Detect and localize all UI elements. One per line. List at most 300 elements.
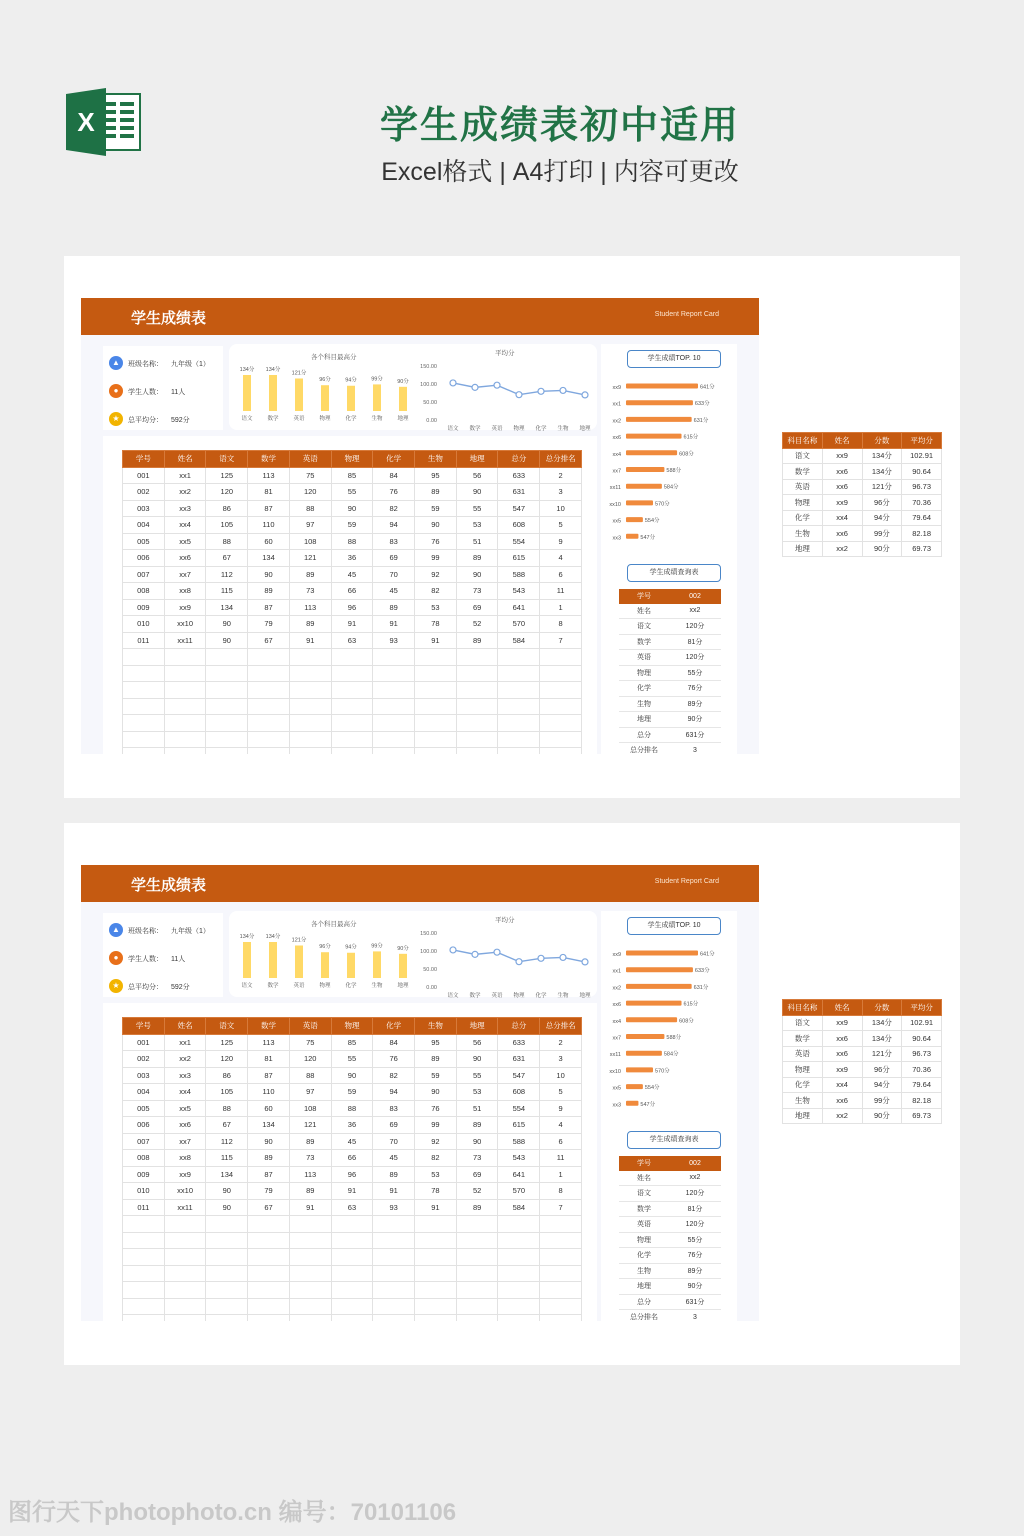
- subject-cell[interactable]: 地理: [783, 541, 823, 557]
- empty-cell[interactable]: [415, 1315, 457, 1322]
- empty-cell[interactable]: [289, 682, 331, 699]
- grades-cell[interactable]: 78: [415, 616, 457, 633]
- empty-cell[interactable]: [123, 715, 165, 732]
- empty-cell[interactable]: [164, 1265, 206, 1282]
- empty-cell[interactable]: [331, 698, 373, 715]
- grades-cell[interactable]: 63: [331, 632, 373, 649]
- grades-cell[interactable]: 89: [456, 1199, 498, 1216]
- grades-cell[interactable]: xx5: [164, 1100, 206, 1117]
- empty-cell[interactable]: [164, 1216, 206, 1233]
- empty-cell[interactable]: [331, 748, 373, 755]
- empty-cell[interactable]: [289, 665, 331, 682]
- empty-cell[interactable]: [373, 731, 415, 748]
- grades-cell[interactable]: xx11: [164, 1199, 206, 1216]
- empty-cell[interactable]: [123, 698, 165, 715]
- grades-cell[interactable]: xx1: [164, 1034, 206, 1051]
- grades-cell[interactable]: 78: [415, 1183, 457, 1200]
- empty-cell[interactable]: [373, 698, 415, 715]
- grades-cell[interactable]: 008: [123, 583, 165, 600]
- subject-cell[interactable]: 121分: [862, 479, 902, 495]
- grades-cell[interactable]: 90: [456, 1133, 498, 1150]
- grades-cell[interactable]: 79: [248, 616, 290, 633]
- subject-cell[interactable]: 94分: [862, 1077, 902, 1093]
- subject-cell[interactable]: 生物: [783, 1093, 823, 1109]
- grades-cell[interactable]: 608: [498, 1084, 540, 1101]
- empty-cell[interactable]: [164, 748, 206, 755]
- grades-cell[interactable]: xx7: [164, 1133, 206, 1150]
- empty-cell[interactable]: [289, 731, 331, 748]
- grades-cell[interactable]: xx4: [164, 517, 206, 534]
- grades-cell[interactable]: 2: [540, 1034, 582, 1051]
- empty-cell[interactable]: [540, 731, 582, 748]
- grades-cell[interactable]: 631: [498, 484, 540, 501]
- empty-cell[interactable]: [456, 1216, 498, 1233]
- subject-cell[interactable]: xx4: [822, 510, 862, 526]
- empty-cell[interactable]: [540, 715, 582, 732]
- empty-cell[interactable]: [456, 715, 498, 732]
- grades-cell[interactable]: xx7: [164, 566, 206, 583]
- grades-cell[interactable]: 641: [498, 1166, 540, 1183]
- grades-cell[interactable]: 55: [456, 1067, 498, 1084]
- grades-cell[interactable]: 95: [415, 467, 457, 484]
- empty-cell[interactable]: [373, 715, 415, 732]
- grades-cell[interactable]: 90: [206, 1199, 248, 1216]
- grades-header-cell[interactable]: 语文: [206, 1018, 248, 1035]
- grades-cell[interactable]: xx5: [164, 533, 206, 550]
- subject-cell[interactable]: xx4: [822, 1077, 862, 1093]
- grades-header-cell[interactable]: 数学: [248, 451, 290, 468]
- grades-cell[interactable]: 67: [206, 550, 248, 567]
- grades-cell[interactable]: 90: [415, 1084, 457, 1101]
- grades-cell[interactable]: 641: [498, 599, 540, 616]
- grades-cell[interactable]: 89: [289, 566, 331, 583]
- subject-header-cell[interactable]: 平均分: [902, 1000, 942, 1016]
- empty-cell[interactable]: [498, 698, 540, 715]
- grades-cell[interactable]: 91: [289, 632, 331, 649]
- empty-cell[interactable]: [456, 731, 498, 748]
- grades-cell[interactable]: 007: [123, 1133, 165, 1150]
- grades-cell[interactable]: 88: [331, 533, 373, 550]
- empty-cell[interactable]: [123, 1265, 165, 1282]
- grades-cell[interactable]: 90: [415, 517, 457, 534]
- grades-cell[interactable]: xx8: [164, 583, 206, 600]
- grades-cell[interactable]: 56: [456, 467, 498, 484]
- empty-cell[interactable]: [540, 665, 582, 682]
- grades-cell[interactable]: 005: [123, 1100, 165, 1117]
- subject-header-cell[interactable]: 平均分: [902, 433, 942, 449]
- empty-cell[interactable]: [540, 649, 582, 666]
- empty-cell[interactable]: [456, 1315, 498, 1322]
- grades-cell[interactable]: 67: [206, 1117, 248, 1134]
- grades-cell[interactable]: 76: [415, 533, 457, 550]
- empty-cell[interactable]: [123, 1282, 165, 1299]
- empty-cell[interactable]: [123, 1216, 165, 1233]
- empty-cell[interactable]: [498, 731, 540, 748]
- subject-cell[interactable]: xx6: [822, 1046, 862, 1062]
- grades-cell[interactable]: 7: [540, 632, 582, 649]
- empty-cell[interactable]: [331, 649, 373, 666]
- subject-cell[interactable]: 90.64: [902, 1031, 942, 1047]
- grades-header-cell[interactable]: 总分排名: [540, 1018, 582, 1035]
- grades-cell[interactable]: 55: [456, 500, 498, 517]
- grades-cell[interactable]: 36: [331, 1117, 373, 1134]
- grades-cell[interactable]: 6: [540, 1133, 582, 1150]
- subject-cell[interactable]: 语文: [783, 448, 823, 464]
- empty-cell[interactable]: [123, 1298, 165, 1315]
- grades-cell[interactable]: 134: [248, 1117, 290, 1134]
- grades-cell[interactable]: 91: [373, 616, 415, 633]
- empty-cell[interactable]: [415, 649, 457, 666]
- grades-cell[interactable]: 90: [456, 484, 498, 501]
- subject-cell[interactable]: 102.91: [902, 448, 942, 464]
- grades-cell[interactable]: 115: [206, 583, 248, 600]
- empty-cell[interactable]: [498, 1265, 540, 1282]
- empty-cell[interactable]: [331, 682, 373, 699]
- empty-cell[interactable]: [164, 682, 206, 699]
- empty-cell[interactable]: [373, 649, 415, 666]
- grades-header-cell[interactable]: 总分排名: [540, 451, 582, 468]
- grades-header-cell[interactable]: 物理: [331, 1018, 373, 1035]
- grades-cell[interactable]: 89: [289, 1133, 331, 1150]
- grades-cell[interactable]: 89: [373, 599, 415, 616]
- empty-cell[interactable]: [206, 1232, 248, 1249]
- subject-cell[interactable]: 70.36: [902, 1062, 942, 1078]
- subject-cell[interactable]: 数学: [783, 464, 823, 480]
- empty-cell[interactable]: [373, 682, 415, 699]
- empty-cell[interactable]: [498, 1232, 540, 1249]
- subject-cell[interactable]: 134分: [862, 464, 902, 480]
- empty-cell[interactable]: [123, 1315, 165, 1322]
- grades-cell[interactable]: 4: [540, 1117, 582, 1134]
- empty-cell[interactable]: [415, 1232, 457, 1249]
- grades-cell[interactable]: 11: [540, 1150, 582, 1167]
- grades-cell[interactable]: 56: [456, 1034, 498, 1051]
- grades-cell[interactable]: 85: [331, 1034, 373, 1051]
- grades-header-cell[interactable]: 地理: [456, 1018, 498, 1035]
- grades-cell[interactable]: 99: [415, 1117, 457, 1134]
- subject-cell[interactable]: 96.73: [902, 1046, 942, 1062]
- grades-cell[interactable]: 90: [206, 1183, 248, 1200]
- grades-cell[interactable]: 70: [373, 1133, 415, 1150]
- subject-cell[interactable]: 语文: [783, 1015, 823, 1031]
- grades-cell[interactable]: 84: [373, 1034, 415, 1051]
- subject-cell[interactable]: 121分: [862, 1046, 902, 1062]
- grades-cell[interactable]: xx2: [164, 1051, 206, 1068]
- subject-cell[interactable]: xx9: [822, 448, 862, 464]
- empty-cell[interactable]: [456, 682, 498, 699]
- empty-cell[interactable]: [248, 1232, 290, 1249]
- empty-cell[interactable]: [498, 649, 540, 666]
- grades-cell[interactable]: 92: [415, 566, 457, 583]
- grades-cell[interactable]: 543: [498, 1150, 540, 1167]
- grades-cell[interactable]: 66: [331, 583, 373, 600]
- grades-cell[interactable]: xx9: [164, 599, 206, 616]
- grades-cell[interactable]: 002: [123, 1051, 165, 1068]
- empty-cell[interactable]: [415, 698, 457, 715]
- grades-header-cell[interactable]: 生物: [415, 451, 457, 468]
- grades-cell[interactable]: 82: [373, 500, 415, 517]
- empty-cell[interactable]: [331, 1282, 373, 1299]
- grades-header-cell[interactable]: 物理: [331, 451, 373, 468]
- grades-cell[interactable]: 7: [540, 1199, 582, 1216]
- grades-cell[interactable]: 89: [248, 1150, 290, 1167]
- subject-cell[interactable]: 90.64: [902, 464, 942, 480]
- grades-cell[interactable]: 003: [123, 1067, 165, 1084]
- grades-cell[interactable]: 89: [248, 583, 290, 600]
- grades-cell[interactable]: 82: [415, 1150, 457, 1167]
- grades-cell[interactable]: 88: [206, 1100, 248, 1117]
- empty-cell[interactable]: [331, 731, 373, 748]
- empty-cell[interactable]: [456, 698, 498, 715]
- grades-cell[interactable]: 011: [123, 1199, 165, 1216]
- grades-cell[interactable]: 008: [123, 1150, 165, 1167]
- grades-cell[interactable]: 3: [540, 1051, 582, 1068]
- grades-cell[interactable]: 84: [373, 467, 415, 484]
- empty-cell[interactable]: [415, 715, 457, 732]
- empty-cell[interactable]: [415, 1298, 457, 1315]
- subject-cell[interactable]: xx6: [822, 464, 862, 480]
- empty-cell[interactable]: [415, 1282, 457, 1299]
- empty-cell[interactable]: [540, 1315, 582, 1322]
- grades-cell[interactable]: 95: [415, 1034, 457, 1051]
- subject-cell[interactable]: xx9: [822, 1062, 862, 1078]
- grades-cell[interactable]: 73: [289, 583, 331, 600]
- grades-cell[interactable]: 76: [373, 484, 415, 501]
- empty-cell[interactable]: [456, 1232, 498, 1249]
- grades-cell[interactable]: 59: [415, 500, 457, 517]
- subject-cell[interactable]: xx2: [822, 1108, 862, 1124]
- empty-cell[interactable]: [373, 1232, 415, 1249]
- grades-cell[interactable]: 96: [331, 1166, 373, 1183]
- empty-cell[interactable]: [373, 1249, 415, 1266]
- empty-cell[interactable]: [540, 1298, 582, 1315]
- grades-cell[interactable]: 86: [206, 500, 248, 517]
- grades-cell[interactable]: 45: [331, 566, 373, 583]
- empty-cell[interactable]: [331, 1249, 373, 1266]
- grades-cell[interactable]: 121: [289, 1117, 331, 1134]
- empty-cell[interactable]: [248, 1282, 290, 1299]
- subject-cell[interactable]: 96分: [862, 495, 902, 511]
- grades-cell[interactable]: 4: [540, 550, 582, 567]
- grades-cell[interactable]: 97: [289, 517, 331, 534]
- grades-cell[interactable]: 134: [206, 1166, 248, 1183]
- grades-header-cell[interactable]: 总分: [498, 451, 540, 468]
- grades-cell[interactable]: 588: [498, 1133, 540, 1150]
- grades-cell[interactable]: 608: [498, 517, 540, 534]
- grades-cell[interactable]: 67: [248, 1199, 290, 1216]
- empty-cell[interactable]: [248, 1265, 290, 1282]
- grades-cell[interactable]: 120: [206, 484, 248, 501]
- grades-cell[interactable]: 53: [415, 599, 457, 616]
- grades-cell[interactable]: 89: [289, 1183, 331, 1200]
- empty-cell[interactable]: [331, 1298, 373, 1315]
- empty-cell[interactable]: [373, 748, 415, 755]
- grades-header-cell[interactable]: 数学: [248, 1018, 290, 1035]
- grades-cell[interactable]: 81: [248, 484, 290, 501]
- grades-cell[interactable]: 6: [540, 566, 582, 583]
- grades-cell[interactable]: 63: [331, 1199, 373, 1216]
- grades-cell[interactable]: xx3: [164, 1067, 206, 1084]
- grades-cell[interactable]: 55: [331, 1051, 373, 1068]
- subject-cell[interactable]: 90分: [862, 1108, 902, 1124]
- empty-cell[interactable]: [289, 1249, 331, 1266]
- empty-cell[interactable]: [540, 698, 582, 715]
- empty-cell[interactable]: [331, 715, 373, 732]
- grades-cell[interactable]: 120: [289, 484, 331, 501]
- empty-cell[interactable]: [123, 1232, 165, 1249]
- subject-cell[interactable]: xx6: [822, 1031, 862, 1047]
- grades-cell[interactable]: 001: [123, 467, 165, 484]
- subject-cell[interactable]: 化学: [783, 510, 823, 526]
- subject-header-cell[interactable]: 姓名: [822, 1000, 862, 1016]
- grades-cell[interactable]: 69: [373, 1117, 415, 1134]
- subject-cell[interactable]: 69.73: [902, 541, 942, 557]
- empty-cell[interactable]: [164, 1315, 206, 1322]
- grades-cell[interactable]: 45: [373, 583, 415, 600]
- grades-cell[interactable]: 554: [498, 533, 540, 550]
- grades-cell[interactable]: 108: [289, 1100, 331, 1117]
- grades-cell[interactable]: 004: [123, 1084, 165, 1101]
- empty-cell[interactable]: [289, 748, 331, 755]
- grades-cell[interactable]: 53: [415, 1166, 457, 1183]
- grades-cell[interactable]: xx11: [164, 632, 206, 649]
- subject-header-cell[interactable]: 分数: [862, 1000, 902, 1016]
- empty-cell[interactable]: [540, 1282, 582, 1299]
- subject-header-cell[interactable]: 科目名称: [783, 433, 823, 449]
- subject-cell[interactable]: xx2: [822, 541, 862, 557]
- subject-cell[interactable]: 70.36: [902, 495, 942, 511]
- grades-cell[interactable]: 3: [540, 484, 582, 501]
- subject-cell[interactable]: 79.64: [902, 1077, 942, 1093]
- empty-cell[interactable]: [289, 649, 331, 666]
- grades-cell[interactable]: 134: [206, 599, 248, 616]
- subject-cell[interactable]: 化学: [783, 1077, 823, 1093]
- empty-cell[interactable]: [498, 665, 540, 682]
- empty-cell[interactable]: [331, 1232, 373, 1249]
- subject-cell[interactable]: xx6: [822, 479, 862, 495]
- empty-cell[interactable]: [164, 1282, 206, 1299]
- grades-cell[interactable]: 113: [248, 1034, 290, 1051]
- empty-cell[interactable]: [456, 665, 498, 682]
- grades-cell[interactable]: 87: [248, 599, 290, 616]
- empty-cell[interactable]: [248, 649, 290, 666]
- grades-cell[interactable]: 96: [331, 599, 373, 616]
- empty-cell[interactable]: [498, 715, 540, 732]
- grades-cell[interactable]: 105: [206, 1084, 248, 1101]
- empty-cell[interactable]: [248, 748, 290, 755]
- grades-cell[interactable]: 584: [498, 632, 540, 649]
- grades-cell[interactable]: 81: [248, 1051, 290, 1068]
- grades-cell[interactable]: xx3: [164, 500, 206, 517]
- grades-cell[interactable]: 89: [456, 632, 498, 649]
- grades-cell[interactable]: 90: [456, 1051, 498, 1068]
- grades-cell[interactable]: 76: [373, 1051, 415, 1068]
- empty-cell[interactable]: [164, 1298, 206, 1315]
- grades-cell[interactable]: 55: [331, 484, 373, 501]
- grades-cell[interactable]: 94: [373, 1084, 415, 1101]
- grades-cell[interactable]: 105: [206, 517, 248, 534]
- empty-cell[interactable]: [498, 682, 540, 699]
- grades-cell[interactable]: 87: [248, 1067, 290, 1084]
- empty-cell[interactable]: [206, 665, 248, 682]
- grades-cell[interactable]: 91: [415, 1199, 457, 1216]
- grades-cell[interactable]: 125: [206, 1034, 248, 1051]
- grades-cell[interactable]: 108: [289, 533, 331, 550]
- empty-cell[interactable]: [289, 1282, 331, 1299]
- grades-cell[interactable]: 121: [289, 550, 331, 567]
- grades-cell[interactable]: 125: [206, 467, 248, 484]
- empty-cell[interactable]: [206, 715, 248, 732]
- grades-cell[interactable]: 113: [289, 599, 331, 616]
- grades-cell[interactable]: xx4: [164, 1084, 206, 1101]
- grades-cell[interactable]: 633: [498, 1034, 540, 1051]
- grades-cell[interactable]: 90: [248, 566, 290, 583]
- empty-cell[interactable]: [123, 665, 165, 682]
- grades-cell[interactable]: 91: [373, 1183, 415, 1200]
- grades-header-cell[interactable]: 学号: [123, 1018, 165, 1035]
- grades-cell[interactable]: 82: [415, 583, 457, 600]
- grades-cell[interactable]: 90: [331, 1067, 373, 1084]
- query-key-input[interactable]: 002: [669, 589, 721, 604]
- grades-cell[interactable]: 615: [498, 550, 540, 567]
- empty-cell[interactable]: [456, 1249, 498, 1266]
- grades-cell[interactable]: 543: [498, 583, 540, 600]
- grades-cell[interactable]: 89: [456, 1117, 498, 1134]
- empty-cell[interactable]: [498, 748, 540, 755]
- grades-cell[interactable]: 88: [289, 500, 331, 517]
- grades-cell[interactable]: xx8: [164, 1150, 206, 1167]
- grades-cell[interactable]: 8: [540, 616, 582, 633]
- grades-cell[interactable]: 002: [123, 484, 165, 501]
- empty-cell[interactable]: [498, 1315, 540, 1322]
- grades-cell[interactable]: 99: [415, 550, 457, 567]
- grades-cell[interactable]: xx10: [164, 1183, 206, 1200]
- grades-cell[interactable]: 615: [498, 1117, 540, 1134]
- grades-cell[interactable]: 91: [331, 1183, 373, 1200]
- grades-cell[interactable]: 113: [289, 1166, 331, 1183]
- empty-cell[interactable]: [498, 1282, 540, 1299]
- grades-cell[interactable]: 89: [289, 616, 331, 633]
- grades-cell[interactable]: 51: [456, 533, 498, 550]
- grades-cell[interactable]: 92: [415, 1133, 457, 1150]
- empty-cell[interactable]: [123, 748, 165, 755]
- grades-cell[interactable]: 73: [456, 1150, 498, 1167]
- grades-cell[interactable]: 584: [498, 1199, 540, 1216]
- grades-cell[interactable]: 110: [248, 1084, 290, 1101]
- empty-cell[interactable]: [498, 1216, 540, 1233]
- grades-cell[interactable]: 69: [373, 550, 415, 567]
- grades-cell[interactable]: 45: [331, 1133, 373, 1150]
- grades-cell[interactable]: 89: [373, 1166, 415, 1183]
- grades-cell[interactable]: 003: [123, 500, 165, 517]
- grades-cell[interactable]: 110: [248, 517, 290, 534]
- grades-cell[interactable]: 88: [289, 1067, 331, 1084]
- empty-cell[interactable]: [248, 731, 290, 748]
- grades-cell[interactable]: 1: [540, 1166, 582, 1183]
- subject-cell[interactable]: 物理: [783, 495, 823, 511]
- grades-cell[interactable]: 88: [206, 533, 248, 550]
- empty-cell[interactable]: [415, 1249, 457, 1266]
- grades-cell[interactable]: 633: [498, 467, 540, 484]
- empty-cell[interactable]: [498, 1249, 540, 1266]
- empty-cell[interactable]: [164, 715, 206, 732]
- grades-cell[interactable]: 004: [123, 517, 165, 534]
- subject-cell[interactable]: 99分: [862, 526, 902, 542]
- empty-cell[interactable]: [289, 1298, 331, 1315]
- grades-cell[interactable]: 53: [456, 517, 498, 534]
- grades-cell[interactable]: 90: [206, 616, 248, 633]
- grades-cell[interactable]: 70: [373, 566, 415, 583]
